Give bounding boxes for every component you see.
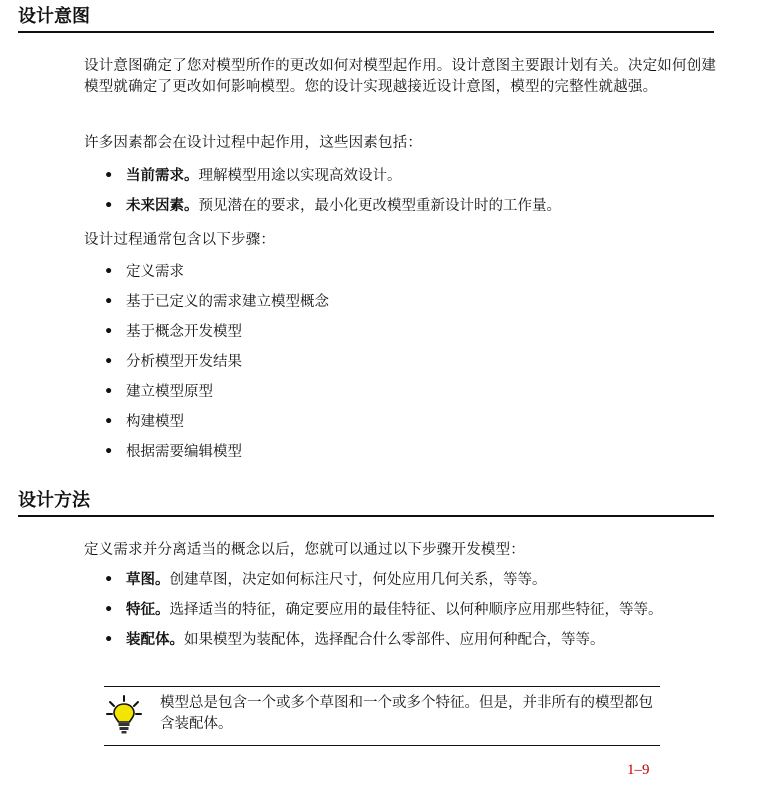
- list-item: [104, 196, 724, 217]
- factor-term: 当前需求。: [126, 168, 199, 184]
- list-item: • 分析模型开发结果: [104, 352, 724, 373]
- list-item: • 定义需求: [104, 262, 724, 283]
- list-item: [104, 600, 724, 621]
- method-text: 如果模型为装配体，选择配合什么零部件、应用何种配合，等等。: [184, 632, 605, 648]
- tip-text: 模型总是包含一个或多个草图和一个或多个特征。但是，并非所有的模型都包含装配体。: [160, 695, 653, 732]
- method-term: 装配体。: [126, 632, 184, 648]
- method-term: 草图。: [126, 572, 170, 588]
- list-item: • 根据需要编辑模型: [104, 442, 724, 463]
- method-list: [104, 570, 724, 651]
- section-title-design-method: 设计方法: [18, 490, 714, 517]
- design-intent-intro: 设计意图确定了您对模型所作的更改如何对模型起作用。设计意图主要跟计划有关。决定如何创建模型就确定了更改如何影响模型。您的设计实现越接近设计意图，模型的完整性就越强。: [84, 58, 717, 95]
- factor-term: 未来因素。: [126, 198, 199, 214]
- list-item: • 基于概念开发模型: [104, 322, 724, 343]
- list-item: • 建立模型原型: [104, 382, 724, 403]
- list-item: [104, 630, 724, 651]
- factors-list: [104, 166, 724, 217]
- list-item: [104, 166, 724, 187]
- factor-text: 预见潜在的要求，最小化更改模型重新设计时的工作量。: [198, 198, 561, 214]
- method-term: 特征。: [126, 602, 170, 618]
- lightbulb-icon: [106, 695, 142, 735]
- list-item: [104, 570, 724, 591]
- page-number: 1–9: [627, 762, 650, 778]
- method-text: 选择适当的特征，确定要应用的最佳特征、以何种顺序应用那些特征，等等。: [169, 602, 663, 618]
- list-item: • 构建模型: [104, 412, 724, 433]
- method-text: 创建草图，决定如何标注尺寸，何处应用几何关系，等等。: [169, 572, 547, 588]
- list-item: • 基于已定义的需求建立模型概念: [104, 292, 724, 313]
- tip-box: [104, 686, 660, 746]
- factor-text: 理解模型用途以实现高效设计。: [198, 168, 402, 184]
- factors-lead: 许多因素都会在设计过程中起作用，这些因素包括：: [84, 135, 423, 151]
- steps-list: [104, 262, 724, 463]
- design-method-intro: 定义需求并分离适当的概念以后，您就可以通过以下步骤开发模型：: [84, 542, 525, 558]
- section-title-design-intent: 设计意图: [18, 6, 714, 33]
- steps-lead: 设计过程通常包含以下步骤：: [84, 232, 276, 248]
